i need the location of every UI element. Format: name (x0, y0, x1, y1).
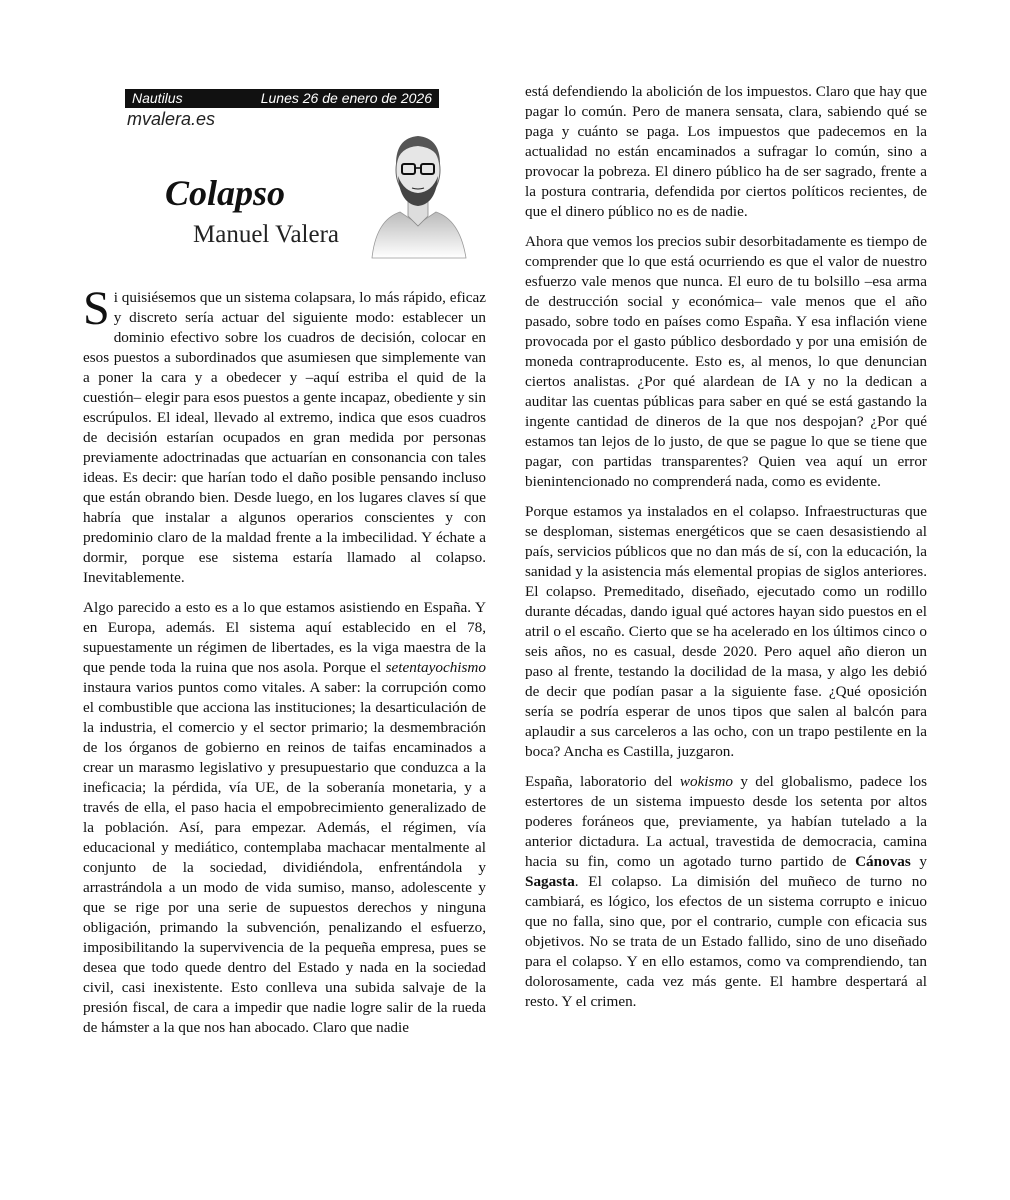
article-paragraph (525, 502, 927, 762)
masthead-bar (125, 89, 439, 108)
paragraph-text: i quisiésemos que un sistema colapsara, lo más rápido, eficaz y discreto sería actuar del siguiente modo: establecer un dominio efectivo sobre los cuadros de decisión, colocar en esos puestos a subordinados que asumiesen que simplemente van a poner la cara y a obedecer y –aquí estriba el quid de la cuestión– elegir para esos puestos a gente incapaz, obediente y sin escrúpulos. El ideal, llevado al extremo, indica que esos cuadros de decisión estarían ocupados en gran medida por personas previamente adoctrinadas que actuarían en consonancia con tales ideas. Es decir: que harían todo el daño posible pensando incluso que están obrando bien. Desde luego, en los lugares claves sí que habría que instalar a algunos operarios conscientes y con predominio claro de la maldad frente a la imbecilidad. Y échate a dormir, porque ese sistema estaría llamado al colapso. Inevitablemente. (83, 289, 486, 586)
article-title: Colapso (165, 173, 286, 213)
bold-name: Cánovas (855, 853, 911, 870)
paragraph-text: Ahora que vemos los precios subir desorbitadamente es tiempo de comprender que lo que está ocurriendo es que el valor de nuestro esfuerzo vale menos que nunca. El euro de tu bolsillo –esa arma de destrucción social y económica– vale menos que el año pasado, sobre todo en países como España. Y esa inflación viene provocada por el gasto público desbordado y por una emisión de moneda contraproducente. Esto es, al menos, lo que denuncian ciertos analistas. ¿Por qué alardean de IA y no la dedican a auditar las cuentas públicas para saber en qué se está gastando la ingente cantidad de dineros de la que nos despojan? ¿Por qué estamos tan lejos de lo justo, de que se pague lo que se tiene que pagar, con partidas transparentes? Quien vea aquí un error bienintencionado no comprenderá nada, como es evidente. (525, 233, 927, 490)
emphasis-term: wokismo (679, 773, 733, 790)
paragraph-text: Porque estamos ya instalados en el colapso. Infraestructuras que se desploman, sistemas energéticos que se caen desasistiendo al país, servicios públicos que no dan más de sí, con la educación, la sanidad y la asistencia más elemental propias de siglos anteriores. El colapso. Premeditado, diseñado, ejecutado como un rodillo durante décadas, dando igual qué actores hayan sido puestos en el atril o el escaño. Cierto que se ha acelerado en los últimos cinco o seis años, no es casual, desde 2020. Pero aquel año dieron un paso al frente, testando la docilidad de la masa, y algo les debió de decir que podían pasar a la siguiente fase. ¿Qué oposición sería se podría esperar de unos tipos que salen al balcón para aplaudir a sus carceleros a las ocho, con un trapo pestilente en la boca? Ancha es Castilla, juzgaron. (525, 503, 927, 760)
article-paragraph (525, 82, 927, 222)
paragraph-text: y (910, 853, 927, 870)
paragraph-text: está defendiendo la abolición de los impuestos. Claro que hay que pagar lo común. Pero de manera sensata, clara, sabiendo qué se paga y cuánto se paga. Los impuestos que padecemos en la actualidad no están encaminados a sufragar lo común, sino a provocar la pobreza. El dinero público ha de ser sagrado, frente a la postura contraria, defendida por ciertos políticos recientes, de que el dinero público no es de nadie. (525, 83, 927, 220)
article-column-right (525, 82, 927, 1022)
bold-name: Sagasta (525, 873, 575, 890)
site-name: mvalera.es (127, 109, 216, 129)
author-portrait-icon (366, 120, 470, 260)
article-paragraph (83, 282, 486, 588)
publication-date: Lunes 26 de enero de 2026 (260, 90, 432, 106)
paragraph-text: Algo parecido a esto es a lo que estamos asistiendo en España. Y en Europa, además. El sistema aquí establecido en el 78, supuestamente un régimen de libertades, es la viga maestra de la que pende toda la ruina que nos asola. Porque el (83, 599, 486, 676)
section-name: Nautilus (132, 90, 183, 106)
emphasis-term: setentayochismo (385, 659, 486, 676)
paragraph-text: y del globalismo, padece los estertores de un sistema impuesto desde los setenta por altos poderes foráneos que, previamente, ya habían tutelado a la anterior dictadura. La actual, travestida de democracia, camina hacia su fin, como un agotado turno partido de (525, 773, 927, 870)
paragraph-text: instaura varios puntos como vitales. A saber: la corrupción como el combustible que acciona las instituciones; la desarticulación de la industria, el comercio y el sector primario; la desmembración de los órganos de gobierno en reinos de taifas encaminados a crear un marasmo legislativo y presupuestario que conduzca a la ineficacia; la pérdida, vía UE, de la soberanía monetaria, y a través de ella, el paso hacia el empobrecimiento generalizado de la población. Así, para empezar. Además, el régimen, vía educacional y mediático, contemplaba machacar mentalmente al conjunto de la sociedad, dividiéndola, enfrentándola y arrastrándola a un modo de vida sumiso, manso, adolescente y que se rige por una serie de supuestos derechos y ninguna obligación, primando la subvención, penalizando el esfuerzo, imposibilitando la supervivencia de la pequeña empresa, pues se desea que todo quede dentro del Estado y nada en la sociedad civil, casi inexistente. Esto conlleva una subida salvaje de la presión fiscal, de cara a impedir que nadie logre salir de la rueda de hámster a la que nos han abocado. Claro que nadie (83, 679, 486, 1036)
paragraph-text: . El colapso. La dimisión del muñeco de turno no cambiará, es lógico, los efectos de un sistema corrupto e inicuo que no falla, sino que, por el contrario, cumple con eficacia sus objetivos. No se trata de un Estado fallido, sino de uno diseñado para el colapso. Y en ello estamos, como va comprendiendo, tan dolorosamente, cada vez más gente. El hambre despertará al resto. Y el crimen. (525, 873, 927, 1010)
drop-cap: S (83, 282, 110, 335)
article-paragraph (525, 232, 927, 492)
author-name: Manuel Valera (193, 221, 340, 248)
article-column-left (83, 282, 486, 1048)
article-paragraph (525, 772, 927, 1012)
article-paragraph (83, 598, 486, 1038)
paragraph-text: España, laboratorio del (525, 773, 680, 790)
